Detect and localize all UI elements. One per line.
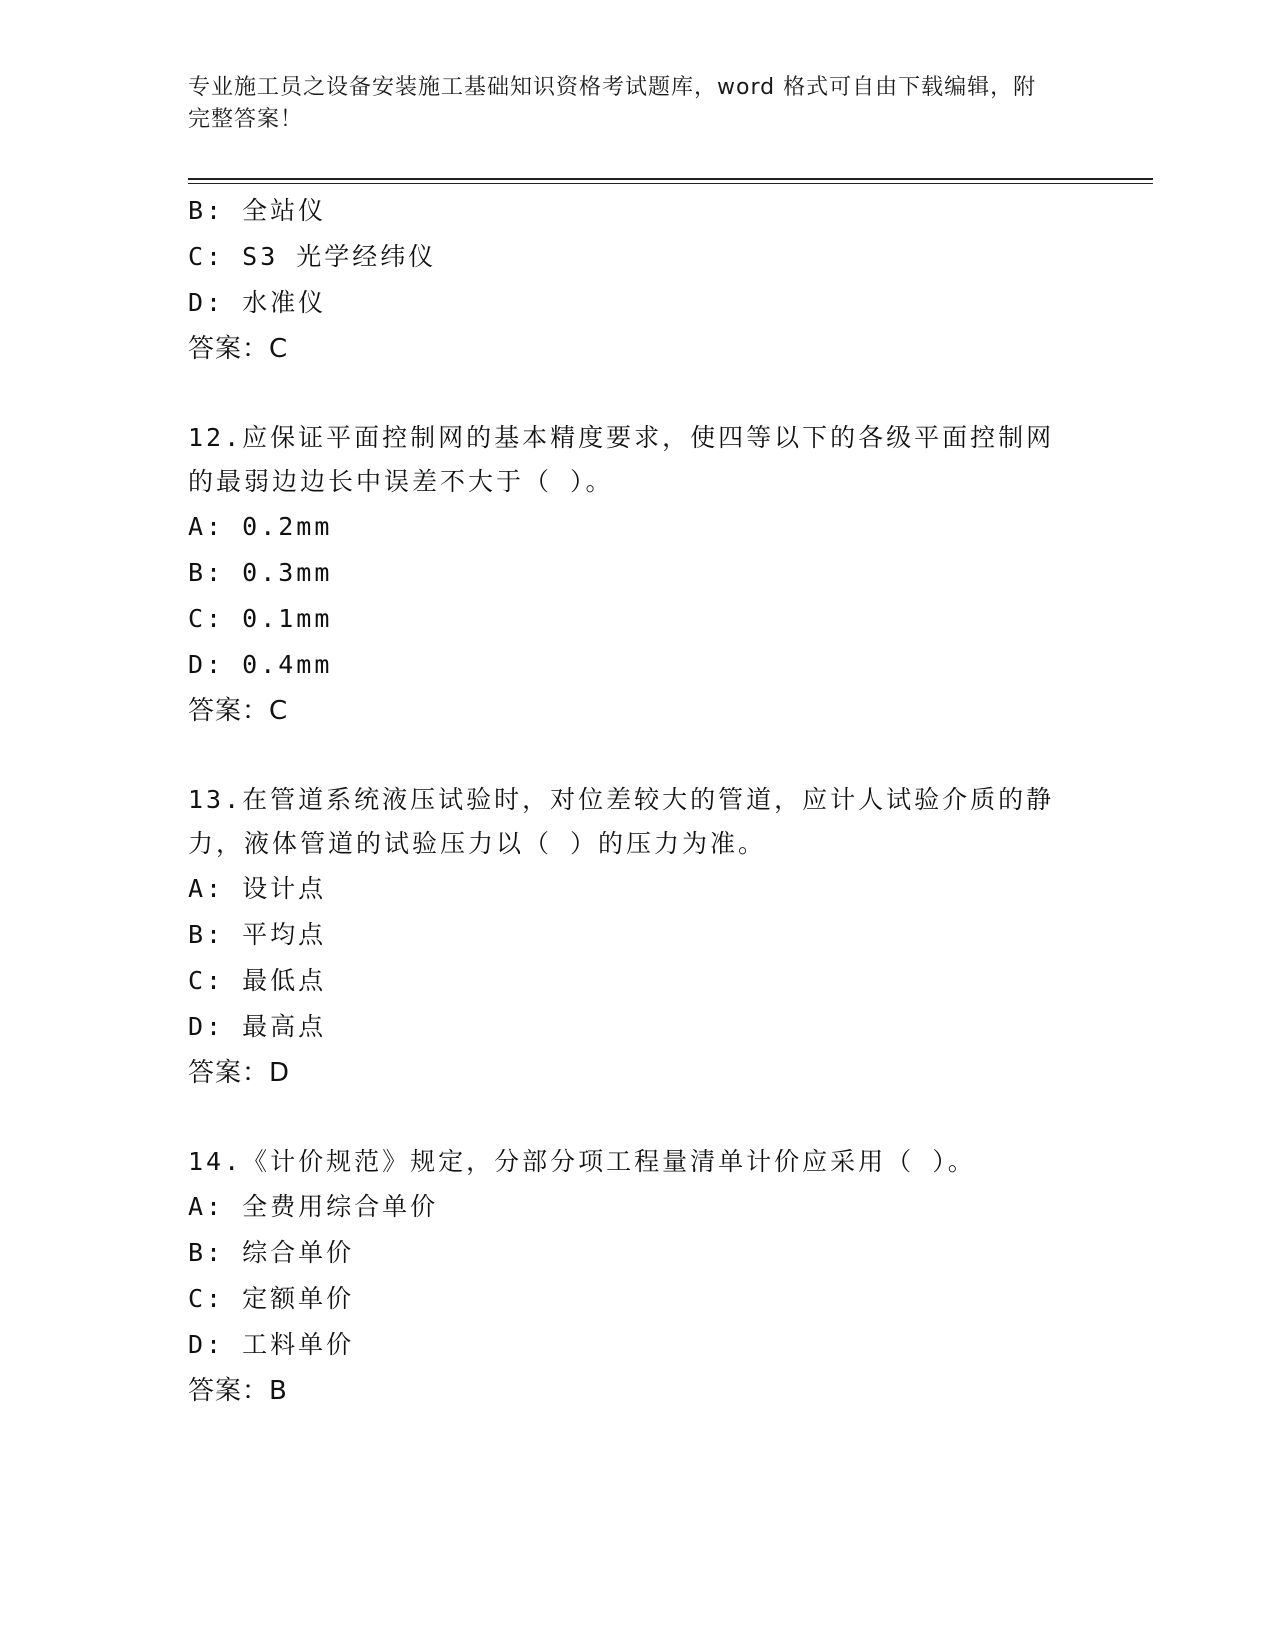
- option-b: B: 综合单价: [188, 1238, 355, 1267]
- answer: 答案：B: [188, 1376, 288, 1406]
- option-d: D: 工料单价: [188, 1330, 355, 1359]
- option-d: D: 最高点: [188, 1012, 327, 1041]
- answer: 答案：C: [188, 334, 289, 364]
- question-stem: 14.《计价规范》规定，分部分项工程量清单计价应采用（ ）。: [188, 1147, 976, 1176]
- document-page: [188, 0, 1153, 1650]
- option-c: C: 定额单价: [188, 1284, 355, 1313]
- option-b: B: 0.3mm: [188, 558, 333, 587]
- option-c: C: S3 光学经纬仪: [188, 242, 437, 271]
- question-12: [188, 416, 1153, 734]
- option-c: C: 0.1mm: [188, 604, 333, 633]
- option-c: C: 最低点: [188, 966, 327, 995]
- document-header: 专业施工员之设备安装施工基础知识资格考试题库，word 格式可自由下载编辑，附完整答案！: [188, 75, 1037, 132]
- question-stem: 12.应保证平面控制网的基本精度要求，使四等以下的各级平面控制网的最弱边边长中误差不大于（ ）。: [188, 423, 1055, 496]
- question-14: [188, 1140, 1153, 1414]
- option-d: D: 0.4mm: [188, 650, 333, 679]
- header-rule-thin: [188, 183, 1153, 184]
- option-b: B: 全站仪: [188, 196, 327, 225]
- carryover-question: [188, 188, 1153, 372]
- option-a: A: 设计点: [188, 874, 327, 903]
- question-content: [188, 188, 1153, 1414]
- header-rule-thick: [188, 178, 1153, 180]
- question-stem: 13.在管道系统液压试验时，对位差较大的管道，应计人试验介质的静力，液体管道的试验压力以（ ）的压力为准。: [188, 785, 1055, 858]
- answer: 答案：D: [188, 1058, 291, 1088]
- option-d: D: 水准仪: [188, 288, 327, 317]
- option-a: A: 0.2mm: [188, 512, 333, 541]
- option-b: B: 平均点: [188, 920, 327, 949]
- option-a: A: 全费用综合单价: [188, 1192, 439, 1221]
- question-13: [188, 778, 1153, 1096]
- answer: 答案：C: [188, 696, 289, 726]
